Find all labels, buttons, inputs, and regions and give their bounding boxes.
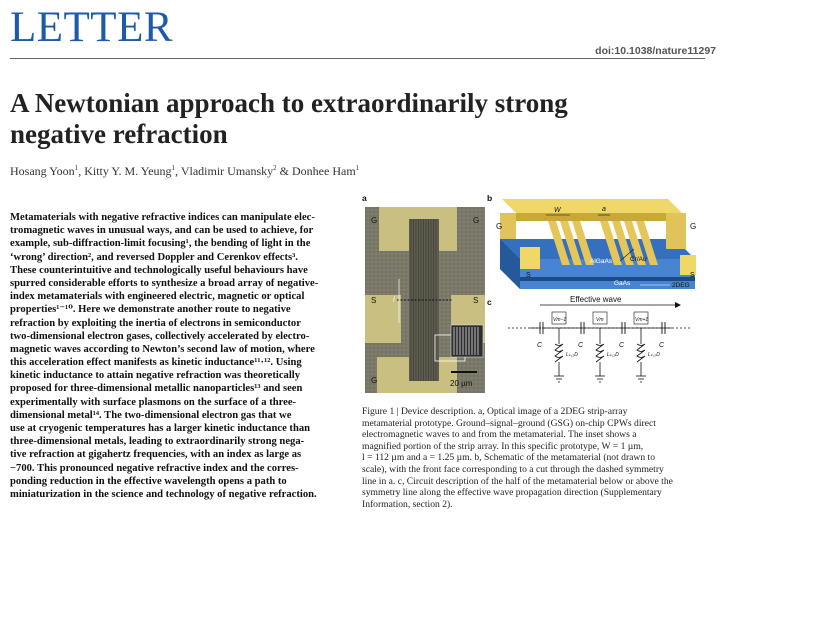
ground-bar-top [502,199,682,213]
author-name: Hosang Yoon [10,164,75,178]
capacitor-label: C [659,342,665,349]
header-divider [10,58,705,59]
signal-pad-left [520,247,540,269]
abstract-line: kinetic inductance to attain negative refraction was theoretically [10,370,301,382]
inductance-label: Lₖ,₂D [566,352,578,358]
label-g: G [371,376,378,385]
author-separator: , [78,164,85,178]
caption-line: line in a. c, Circuit description of the half of the metamaterial below or above the [362,475,673,487]
label-a: a [602,206,606,213]
author-affiliation: 1 [74,164,79,172]
label-g: G [371,216,378,225]
inductance-label: Lₖ,₂D [607,352,619,358]
abstract-line: miniaturization in the science and technology of negative refraction. [10,488,317,500]
panel-b-label: b [487,193,493,203]
voltage-label: Vm [596,317,604,323]
author-separator: & [276,164,293,178]
abstract-line: index metamaterials with engineered electric, magnetic or optical [10,291,305,303]
abstract-line: proposed for three-dimensional metallic nanoparticles¹³ and seen [10,383,303,395]
ground-pad-left [500,213,516,239]
label-gaas: GaAs [614,280,631,287]
label-g: G [496,222,503,231]
voltage-label: Vm−1 [553,317,567,323]
abstract-line: These counterintuitive and technologically useful behaviours have [10,264,308,276]
author-name: Vladimir Umansky [180,164,274,178]
caption-line: Information, section 2). [362,498,453,510]
figure-caption [362,406,698,510]
label-algaas: AlGaAs [590,258,613,265]
author-affiliation: 2 [273,164,277,172]
inductance-label: Lₖ,₂D [648,352,660,358]
abstract-line: tive refraction at gigahertz frequencies, with an index as large as [10,449,302,461]
voltage-label: Vm+1 [635,317,649,323]
author-affiliation: 1 [171,164,176,172]
caption-line: scale), with the front face corresponding to a cut through the dashed symmetry [362,463,664,475]
ground-pad-right [666,213,686,249]
abstract-line: two-dimensional electron gases, collectively accelerated by electro- [10,330,310,342]
author-list [10,164,359,179]
journal-section-label: LETTER [10,4,174,51]
abstract [10,211,348,501]
abstract-line: spurred considerable efforts to synthesize a broad array of negative- [10,277,319,289]
abstract-line: magnetic waves according to Newton’s second law of motion, where [10,343,315,355]
caption-line: metamaterial prototype. Ground–signal–ground (GSG) on-chip CPWs direct [362,417,656,429]
label-2deg: 2DEG [672,282,690,289]
author-name: Kitty Y. M. Yeung [84,164,172,178]
label-crau: Cr/Au [630,256,647,263]
abstract-line: ‘wrong’ direction², and reversed Doppler and Cerenkov effects³. [10,251,298,263]
abstract-line: properties¹⁻¹⁰. Here we demonstrate another route to negative [10,304,291,316]
caption-line: l = 112 µm and a = 1.25 µm. b, Schematic of the metamaterial (not drawn to [362,452,656,464]
abstract-line: dimensional metal¹⁴. The two-dimensional electron gas that we [10,409,292,421]
label-g: G [473,216,480,225]
title-line: A Newtonian approach to extraordinarily strong [10,88,568,118]
label-s: S [690,272,695,279]
figure-panel-a-micrograph [365,207,485,393]
abstract-line: Metamaterials with negative refractive indices can manipulate elec- [10,212,315,223]
author-separator: , [175,164,181,178]
figure-panel-b-schematic [490,199,700,295]
abstract-line: ponding reduction in the effective wavelength opens a path to [10,475,287,487]
caption-line: electromagnetic waves to and from the metamaterial. The inset shows a [362,429,637,441]
label-w: W [554,207,561,214]
abstract-line: three-dimensional metals, leading to extraordinarily strong nega- [10,436,305,448]
scale-bar [451,371,477,373]
abstract-line: example, sub-diffraction-limit focusing¹, the bending of light in the [10,238,311,250]
caption-line: Figure 1 | Device description. a, Optical image of a 2DEG strip-array [362,406,628,417]
2deg-layer [520,277,695,281]
label-g: G [690,222,697,231]
title-line: negative refraction [10,119,228,149]
capacitor-label: C [537,342,543,349]
doi-label[interactable]: doi:10.1038/nature11297 [595,45,716,57]
label-s: S [473,296,479,305]
abstract-line: this acceleration effect manifests as kinetic inductance¹¹·¹². Using [10,357,302,369]
label-s: S [526,272,531,279]
caption-line: symmetry line along the effective wave propagation direction (Supplementary [362,487,662,499]
label-s: S [371,296,377,305]
author-affiliation: 1 [355,164,360,172]
abstract-line: use at cryogenic temperatures has a larger kinetic inductance than [10,423,311,434]
capacitor-label: C [619,342,625,349]
effective-wave-label: Effective wave [570,295,622,304]
label-l: l [393,297,395,304]
article-title [10,88,710,150]
author-name: Donhee Ham [292,164,356,178]
scale-bar-label: 20 µm [450,379,473,388]
abstract-line: tromagnetic waves in unusual ways, and can be used to achieve, for [10,225,314,237]
capacitor-label: C [578,342,584,349]
abstract-line: refraction by exploiting the inertia of electrons in semiconductor [10,317,301,329]
panel-a-label: a [362,193,367,203]
figure-panel-c-circuit [500,292,700,398]
panel-c-label: c [487,297,492,307]
abstract-line: −700. This pronounced negative refractive index and the corres- [10,462,299,474]
caption-line: magnified portion of the strip array. In this specific prototype, W = 1 µm, [362,440,644,452]
abstract-line: experimentally with surface plasmons on the surface of a three- [10,396,297,408]
